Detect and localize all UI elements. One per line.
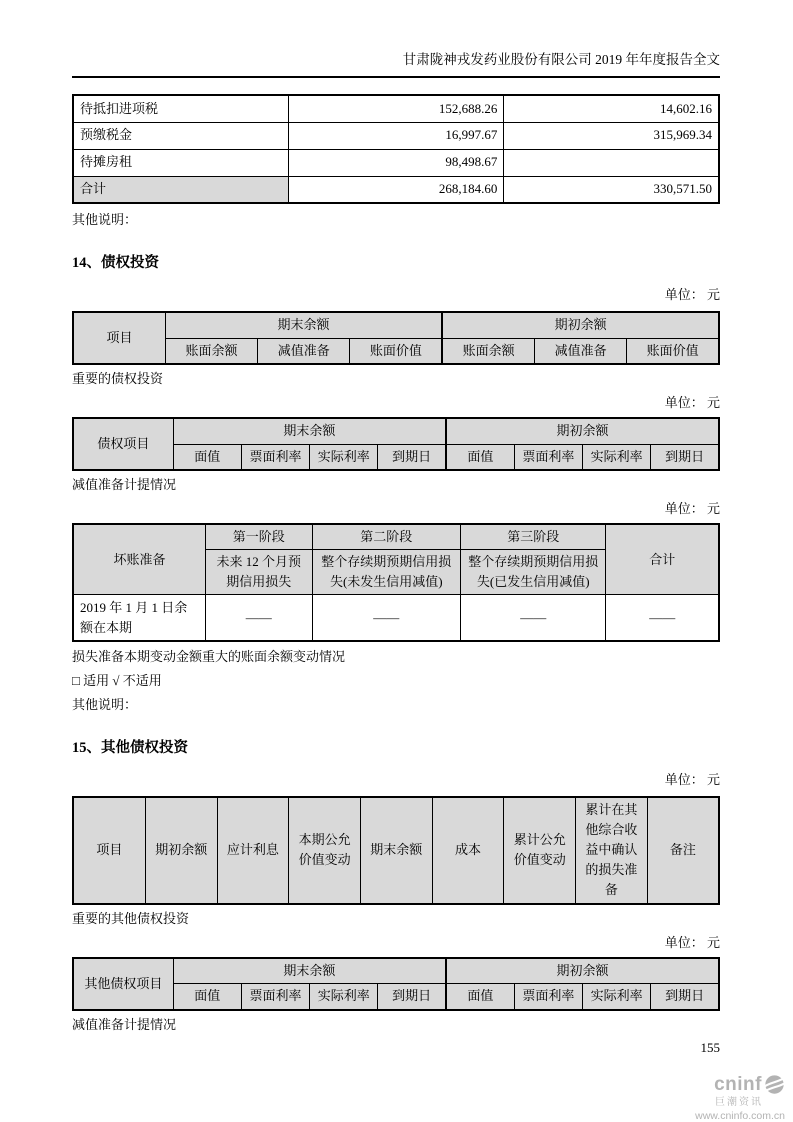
loss-change-note: 损失准备本期变动金额重大的账面余额变动情况 bbox=[72, 648, 346, 664]
column-header: 本期公允价值变动 bbox=[289, 797, 361, 904]
sub-header: 面值 bbox=[446, 984, 514, 1010]
other-note-1: 其他说明： bbox=[72, 212, 138, 227]
corner-header: 其他债权项目 bbox=[73, 958, 173, 1010]
group-header-row bbox=[73, 958, 719, 984]
corner-header: 项目 bbox=[73, 312, 165, 364]
important-other-debt-caption: 重要的其他债权投资 bbox=[72, 910, 190, 926]
cninfo-url: www.cninfo.com.cn bbox=[695, 1110, 785, 1122]
closing-group-header: 期末余额 bbox=[173, 958, 446, 984]
sub-header: 账面价值 bbox=[350, 338, 442, 364]
closing-value: 98,498.67 bbox=[289, 149, 504, 176]
impairment-caption-2: 减值准备计提情况 bbox=[72, 1016, 177, 1032]
cninfo-logo-icon bbox=[764, 1074, 785, 1095]
opening-value: 330,571.50 bbox=[504, 176, 719, 203]
row-label: 待摊房租 bbox=[73, 149, 289, 176]
stage-sub-header: 未来 12 个月预期信用损失 bbox=[205, 550, 312, 595]
opening-value bbox=[504, 149, 719, 176]
provision-data-row bbox=[73, 595, 719, 641]
column-header: 期初余额 bbox=[145, 797, 217, 904]
section-15-heading: 15、其他债权投资 bbox=[72, 739, 188, 756]
column-header: 期末余额 bbox=[360, 797, 432, 904]
row-label: 待抵扣进项税 bbox=[73, 95, 289, 122]
other-note-2: 其他说明： bbox=[72, 696, 138, 712]
sub-header: 票面利率 bbox=[241, 984, 309, 1010]
sub-header: 实际利率 bbox=[310, 984, 378, 1010]
sub-header: 减值准备 bbox=[534, 338, 626, 364]
sub-header: 面值 bbox=[173, 444, 241, 470]
page-header bbox=[72, 50, 720, 78]
sub-header: 实际利率 bbox=[582, 984, 650, 1010]
sub-header: 票面利率 bbox=[241, 444, 309, 470]
stage-sub-header: 整个存续期预期信用损失(未发生信用减值) bbox=[312, 550, 461, 595]
opening-value: 14,602.16 bbox=[504, 95, 719, 122]
sub-header: 到期日 bbox=[651, 444, 719, 470]
applicability-line: □ 适用 √ 不适用 bbox=[72, 672, 162, 688]
dash-cell: —— bbox=[205, 595, 312, 641]
sub-header: 票面利率 bbox=[514, 984, 582, 1010]
debt-investment-balance-table bbox=[72, 311, 720, 365]
sub-header-row bbox=[73, 338, 719, 364]
prepaid-tax-table bbox=[72, 94, 720, 204]
row-label: 预缴税金 bbox=[73, 122, 289, 149]
sub-header: 账面余额 bbox=[442, 338, 534, 364]
column-header-row bbox=[73, 797, 719, 904]
column-header: 项目 bbox=[73, 797, 145, 904]
section-14-heading: 14、债权投资 bbox=[72, 255, 159, 271]
total-row bbox=[73, 176, 719, 203]
unit-label: 单位： 元 bbox=[664, 934, 720, 950]
corner-header: 坏账准备 bbox=[73, 524, 205, 595]
unit-label: 单位： 元 bbox=[664, 287, 720, 302]
closing-value: 16,997.67 bbox=[289, 122, 504, 149]
column-header: 累计在其他综合收益中确认的损失准备 bbox=[576, 797, 648, 904]
other-debt-detail-table bbox=[72, 957, 720, 1011]
closing-value: 152,688.26 bbox=[289, 95, 504, 122]
group-header-row bbox=[73, 418, 719, 444]
provision-row-label: 2019 年 1 月 1 日余额在本期 bbox=[73, 595, 205, 641]
stage-header-row bbox=[73, 524, 719, 550]
debt-detail-table bbox=[72, 417, 720, 471]
stage-header: 第三阶段 bbox=[461, 524, 606, 550]
column-header: 备注 bbox=[647, 797, 719, 904]
stage-sub-header: 整个存续期预期信用损失(已发生信用减值) bbox=[461, 550, 606, 595]
group-header-row bbox=[73, 312, 719, 338]
table-row bbox=[73, 95, 719, 122]
bad-debt-provision-table bbox=[72, 523, 720, 642]
dash-cell: —— bbox=[606, 595, 719, 641]
closing-group-header: 期末余额 bbox=[165, 312, 442, 338]
opening-group-header: 期初余额 bbox=[446, 958, 719, 984]
dash-cell: —— bbox=[461, 595, 606, 641]
sub-header: 到期日 bbox=[378, 444, 446, 470]
other-debt-fv-table bbox=[72, 796, 720, 905]
sub-header: 账面价值 bbox=[627, 338, 719, 364]
sub-header: 实际利率 bbox=[582, 444, 650, 470]
total-label: 合计 bbox=[73, 176, 289, 203]
unit-label: 单位： 元 bbox=[664, 771, 720, 787]
table-row bbox=[73, 149, 719, 176]
unit-label: 单位： 元 bbox=[664, 501, 720, 516]
stage-header: 第二阶段 bbox=[312, 524, 461, 550]
column-header: 应计利息 bbox=[217, 797, 289, 904]
report-title: 甘肃陇神戎发药业股份有限公司 2019 年年度报告全文 bbox=[402, 52, 720, 67]
sub-header: 到期日 bbox=[651, 984, 719, 1010]
sub-header: 减值准备 bbox=[258, 338, 350, 364]
stage-header: 第一阶段 bbox=[205, 524, 312, 550]
dash-cell: —— bbox=[312, 595, 461, 641]
opening-value: 315,969.34 bbox=[504, 122, 719, 149]
opening-group-header: 期初余额 bbox=[442, 312, 719, 338]
closing-value: 268,184.60 bbox=[289, 176, 504, 203]
column-header: 累计公允价值变动 bbox=[504, 797, 576, 904]
sub-header: 实际利率 bbox=[310, 444, 378, 470]
table-row bbox=[73, 122, 719, 149]
sub-header: 面值 bbox=[446, 444, 514, 470]
corner-header: 债权项目 bbox=[73, 418, 173, 470]
impairment-caption-1: 减值准备计提情况 bbox=[72, 477, 177, 492]
sub-header: 账面余额 bbox=[165, 338, 257, 364]
total-header: 合计 bbox=[606, 524, 719, 595]
cninfo-brand: cninf bbox=[714, 1074, 762, 1095]
opening-group-header: 期初余额 bbox=[446, 418, 719, 444]
sub-header: 票面利率 bbox=[514, 444, 582, 470]
page-number: 155 bbox=[700, 1040, 720, 1055]
sub-header: 面值 bbox=[173, 984, 241, 1010]
unit-label: 单位： 元 bbox=[664, 395, 720, 410]
sub-header: 到期日 bbox=[378, 984, 446, 1010]
closing-group-header: 期末余额 bbox=[173, 418, 446, 444]
cninfo-logo bbox=[695, 1074, 785, 1122]
important-debt-caption: 重要的债权投资 bbox=[72, 371, 164, 386]
column-header: 成本 bbox=[432, 797, 504, 904]
cninfo-cn-name: 巨潮资讯 bbox=[715, 1096, 763, 1108]
